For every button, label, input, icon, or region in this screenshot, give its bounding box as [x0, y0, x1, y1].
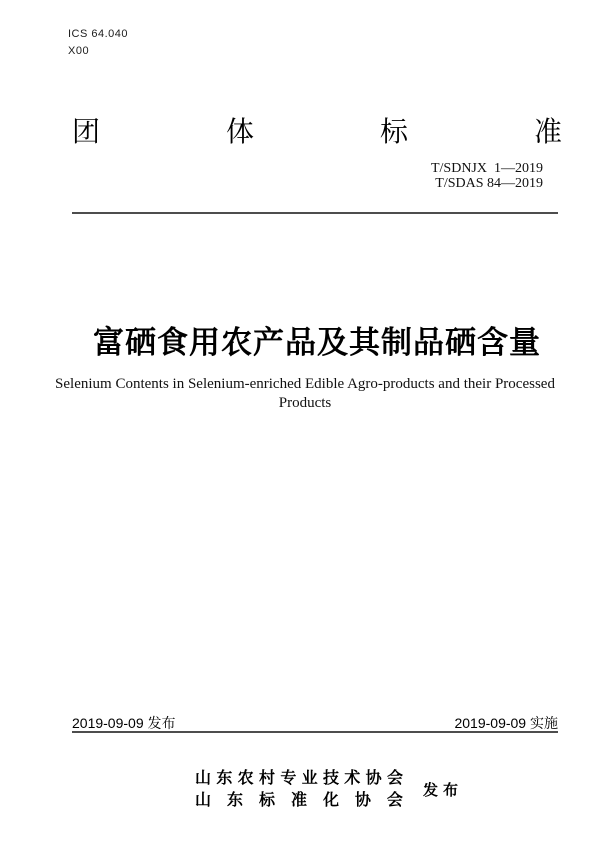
standard-number-secondary: T/SDAS 84—2019	[435, 176, 543, 191]
header-divider-line	[72, 212, 558, 214]
ics-code: ICS 64.040	[68, 28, 129, 40]
standard-title-chinese: 富硒食用农产品及其制品硒含量	[93, 325, 541, 360]
standard-numbers	[431, 161, 543, 191]
publisher-primary: 山 东 农 村 专 业 技 术 协 会	[195, 770, 403, 787]
publisher-names	[195, 768, 403, 812]
standard-number-primary: T/SDNJX 1—2019	[430, 161, 543, 176]
standard-title-english: Selenium Contents in Selenium-enriched Edible Agro-products and their Processed Products	[55, 376, 555, 411]
footer-divider-line	[72, 731, 558, 733]
issue-date: 2019-09-09 发布	[72, 715, 176, 731]
dates-row	[72, 713, 558, 733]
implement-date: 2019-09-09 实施	[454, 715, 558, 731]
doc-code: X00	[68, 45, 90, 57]
classification-block	[68, 26, 128, 60]
publisher-secondary: 山 东 标 准 化 协 会	[195, 792, 403, 809]
standard-type-heading: 团 体 标 准	[72, 116, 562, 147]
release-label: 发 布	[423, 782, 458, 799]
